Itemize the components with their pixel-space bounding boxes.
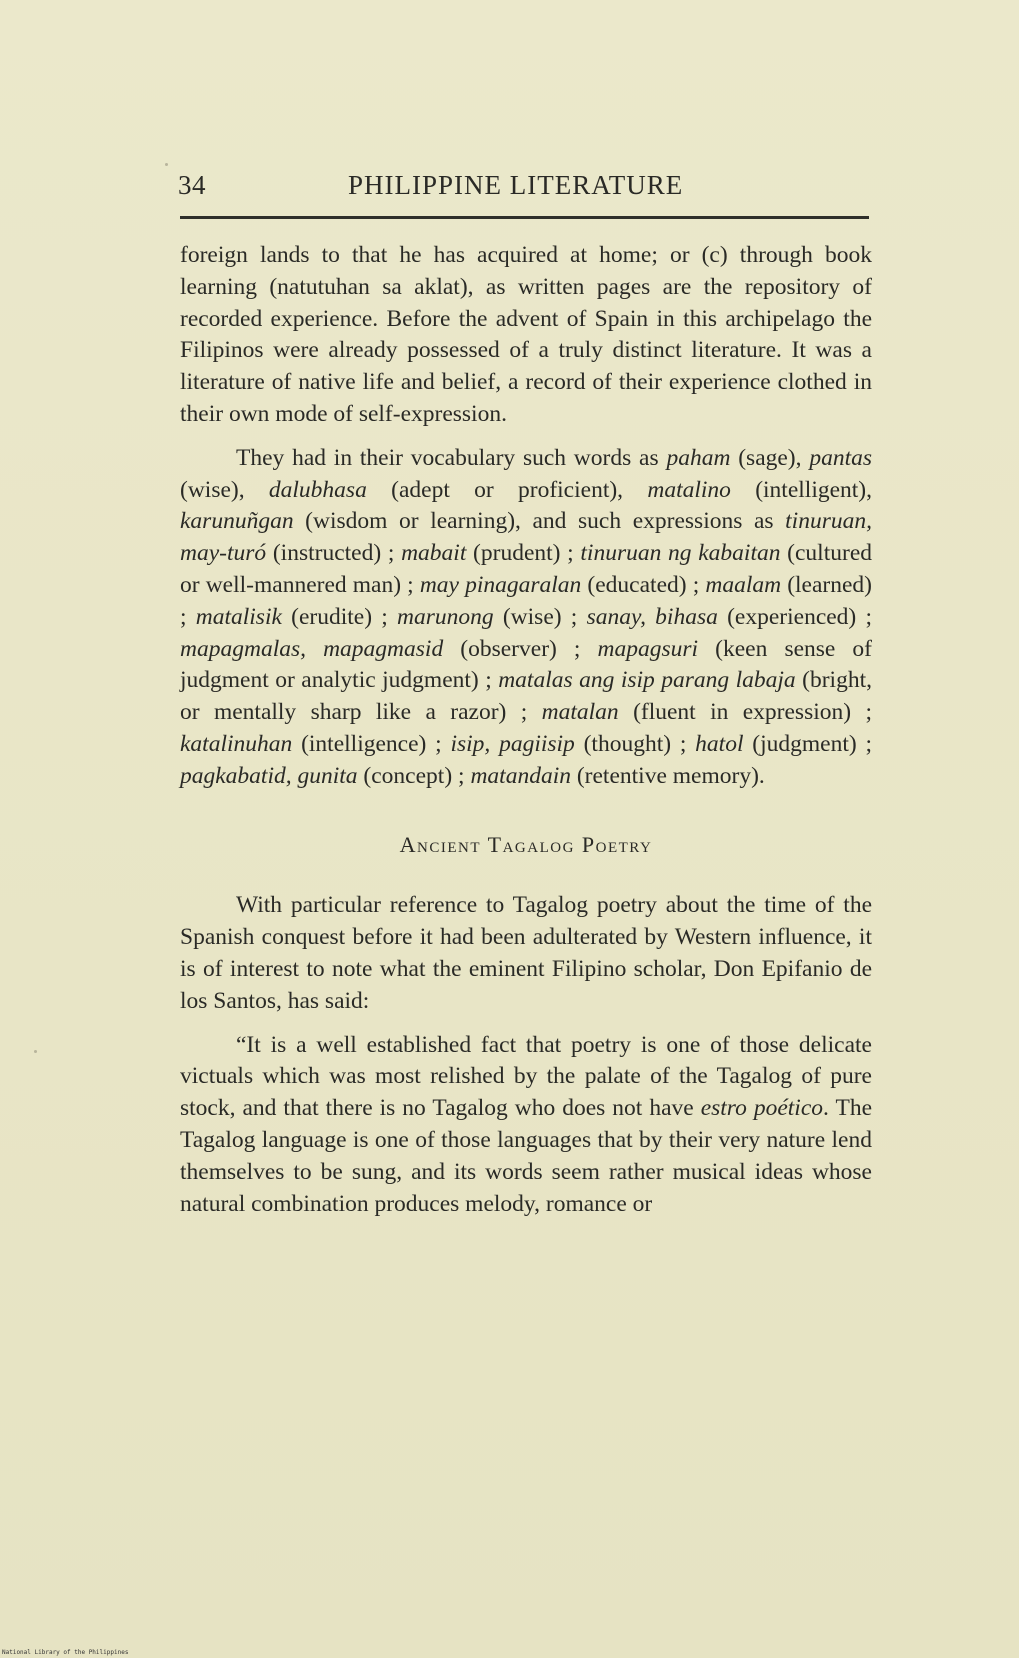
italic-term: marunong <box>397 603 494 630</box>
italic-term: mapagmalas, mapagmasid <box>180 635 444 662</box>
text-run: (thought) ; <box>574 730 696 757</box>
italic-term: may pinagaralan <box>419 571 582 598</box>
text-run: (educated) ; <box>581 571 706 598</box>
italic-term: dalubhasa <box>268 476 367 503</box>
italic-term: hatol <box>695 730 744 757</box>
footer-credit: National Library of the Philippines <box>2 1649 129 1656</box>
italic-term: mabait <box>401 540 467 567</box>
italic-term: katalinuhan <box>180 730 293 757</box>
text-run: (adept or proficient), <box>366 476 648 503</box>
body-text <box>180 240 872 1220</box>
text-run: . The Tagalog language is one of those languages that by their very nature lend themselves to be sung, and its words seem rather musical ideas whose natural combination produces melody, romance or <box>180 1095 873 1217</box>
section-heading: Ancient Tagalog Poetry <box>399 831 653 857</box>
text-run: (intelligence) ; <box>292 730 451 757</box>
italic-term: tinuruan, may-turó <box>180 508 872 567</box>
italic-term: matalan <box>541 699 619 726</box>
italic-term: estro poético <box>700 1095 824 1122</box>
page-header <box>178 170 868 210</box>
italic-term: matalisik <box>195 603 282 630</box>
text-run: (erudite) ; <box>281 603 398 630</box>
text-run: (judgment) ; <box>743 730 873 757</box>
text-run: (experienced) ; <box>717 603 872 630</box>
italic-term: paham <box>666 444 731 471</box>
text-run: (intelligent), <box>730 476 873 503</box>
text-run: (cultured or well-mannered man) ; <box>180 540 872 598</box>
paragraph-1: foreign lands to that he has acquired at home; or (c) through book learning (natutuhan sa aklat), as written pages are the repository of recorded experience. Before the advent of Spain in this archipelago the Filipinos were already possessed of a truly distinct literature. It was a literature of native life and belief, a record of their experience clothed in their own mode of self-expression. <box>180 242 872 427</box>
text-run: (observer) ; <box>443 635 598 662</box>
italic-term: pagkabatid, gunita <box>180 762 358 789</box>
text-run: “It is a well established fact that poetry is one of those delicate victuals which was most relished by the palate of the Tagalog of pure stock, and that there is no Tagalog who does not have <box>180 1031 872 1122</box>
italic-term: sanay, bihasa <box>586 603 718 630</box>
italic-term: matalas ang isip parang labaja <box>498 667 796 694</box>
paragraph-4 <box>180 1030 872 1221</box>
text-run: (instructed) ; <box>266 540 402 567</box>
page-number: 34 <box>178 170 206 200</box>
text-run: (concept) ; <box>357 762 471 789</box>
italic-term: pantas <box>809 444 872 471</box>
margin-speck <box>165 163 168 166</box>
italic-term: matalino <box>647 476 731 503</box>
text-run: (prudent) ; <box>466 540 581 567</box>
text-run: (wisdom or learning), and such expressions as <box>293 508 786 535</box>
italic-term: tinuruan ng kabaitan <box>580 540 781 567</box>
margin-speck <box>34 1050 37 1053</box>
text-run: (wise) ; <box>493 603 587 630</box>
text-run: (retentive memory). <box>570 762 765 789</box>
text-run: They had in their vocabulary such words as <box>236 444 667 471</box>
italic-term: mapagsuri <box>597 635 699 662</box>
text-run: (keen sense of judgment or analytic judgment) ; <box>180 635 873 694</box>
paragraph-2 <box>180 443 872 793</box>
text-run: (fluent in expression) ; <box>618 699 872 726</box>
text-run: (wise), <box>180 476 269 503</box>
text-run: (sage), <box>730 444 810 471</box>
text-run: (learned) ; <box>180 571 872 630</box>
italic-term: karunuñgan <box>180 508 294 535</box>
paragraph-3: With particular reference to Tagalog poetry about the time of the Spanish conquest before it had been adulterated by Western influence, it is of interest to note what the eminent Filipino scholar, Don Epifanio de los Santos, has said: <box>180 892 872 1014</box>
italic-term: matandain <box>470 762 571 789</box>
text-run: (bright, or mentally sharp like a razor) ; <box>180 667 872 726</box>
running-head: PHILIPPINE LITERATURE <box>348 170 684 200</box>
header-rule <box>180 216 869 219</box>
italic-term: isip, pagiisip <box>450 730 575 757</box>
italic-term: maalam <box>705 571 782 598</box>
